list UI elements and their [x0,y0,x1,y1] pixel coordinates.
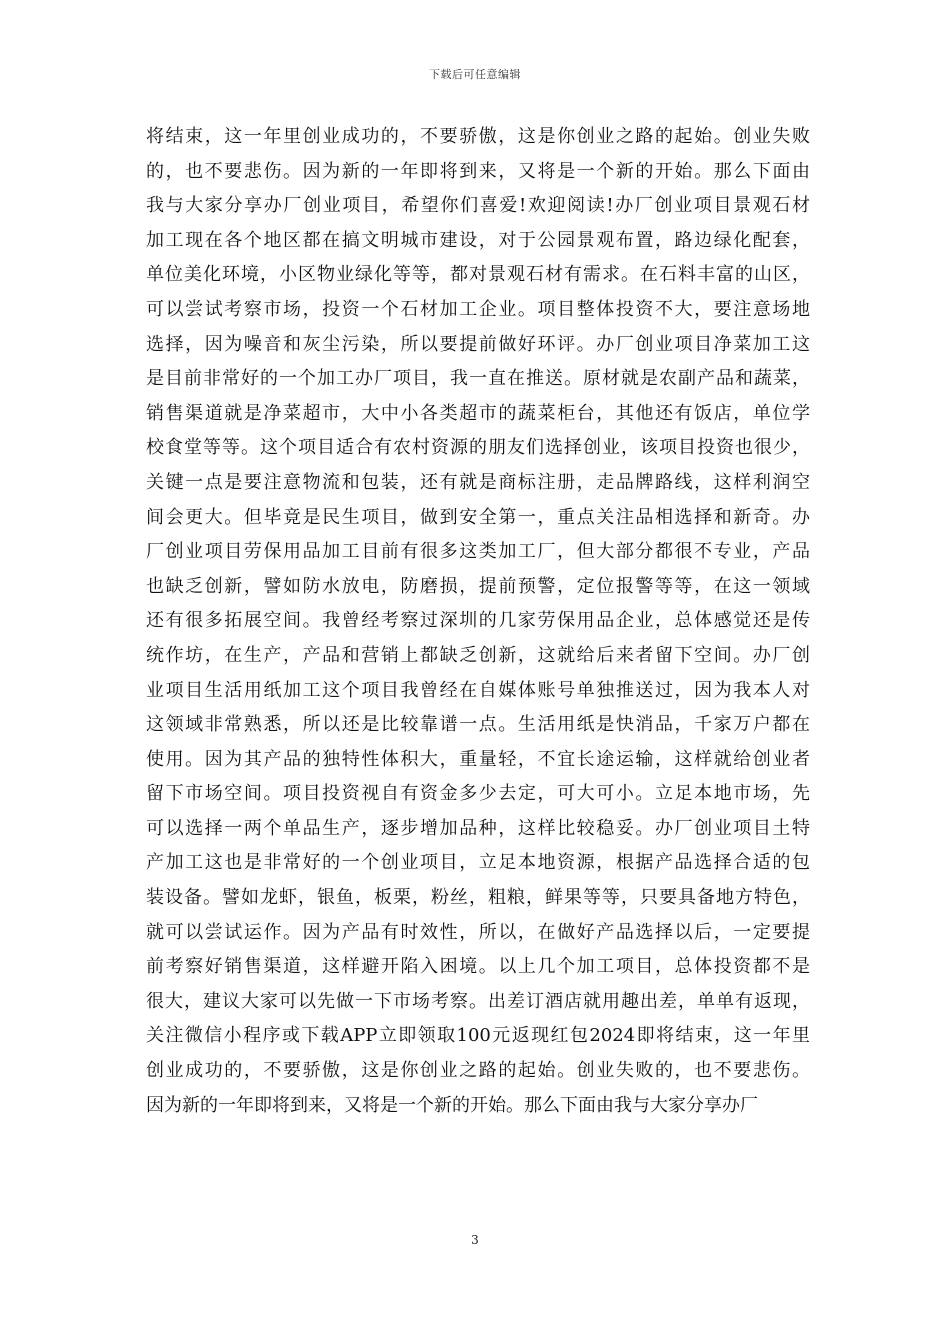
body-line: 是目前非常好的一个加工办厂项目，我一直在推送。原材就是农副产品和蔬菜， [146,368,810,390]
body-line: 关键一点是要注意物流和包装，还有就是商标注册，走品牌路线，这样利润空 [146,471,810,493]
body-line: 使用。因为其产品的独特性体积大，重量轻，不宜长途运输，这样就给创业者 [146,748,810,770]
body-text [146,120,810,1123]
body-line: 也缺乏创新，譬如防水放电，防磨损，提前预警，定位报警等等，在这一领域 [146,575,810,597]
body-line: 我与大家分享办厂创业项目，希望你们喜爱!欢迎阅读!办厂创业项目景观石材 [146,195,810,217]
body-line: 前考察好销售渠道，这样避开陷入困境。以上几个加工项目，总体投资都不是 [146,956,810,978]
body-line: 将结束，这一年里创业成功的，不要骄傲，这是你创业之路的起始。创业失败 [146,126,810,147]
body-line: 单位美化环境，小区物业绿化等等，都对景观石材有需求。在石料丰富的山区， [146,264,810,286]
body-line: 创业成功的，不要骄傲，这是你创业之路的起始。创业失败的，也不要悲伤。 [146,1060,810,1082]
body-line: 很大，建议大家可以先做一下市场考察。出差订酒店就用趣出差，单单有返现， [146,990,810,1012]
body-line: 因为新的一年即将到来，又将是一个新的开始。那么下面由我与大家分享办厂 [146,1094,758,1116]
body-line: 统作坊，在生产，产品和营销上都缺乏创新，这就给后来者留下空间。办厂创 [146,644,810,666]
body-line: 就可以尝试运作。因为产品有时效性，所以，在做好产品选择以后，一定要提 [146,921,810,943]
body-line: 可以选择一两个单品生产，逐步增加品种，这样比较稳妥。办厂创业项目土特 [146,817,810,839]
body-line: 产加工这也是非常好的一个创业项目，立足本地资源，根据产品选择合适的包 [146,852,810,874]
page-header: 下载后可任意编辑 [429,68,521,81]
body-line: 业项目生活用纸加工这个项目我曾经在自媒体账号单独推送过，因为我本人对 [146,679,810,701]
body-line: 关注微信小程序或下载APP立即领取100元返现红包2024即将结束，这一年里 [146,1025,810,1047]
body-line: 可以尝试考察市场，投资一个石材加工企业。项目整体投资不大，要注意场地 [146,298,810,320]
body-line: 留下市场空间。项目投资视自有资金多少去定，可大可小。立足本地市场，先 [146,783,810,805]
body-line: 加工现在各个地区都在搞文明城市建设，对于公园景观布置，路边绿化配套， [146,229,810,251]
body-line: 还有很多拓展空间。我曾经考察过深圳的几家劳保用品企业，总体感觉还是传 [146,610,810,632]
body-line: 装设备。譬如龙虾，银鱼，板栗，粉丝，粗粮，鲜果等等，只要具备地方特色， [146,887,810,909]
body-line: 校食堂等等。这个项目适合有农村资源的朋友们选择创业，该项目投资也很少， [146,437,810,459]
body-line: 厂创业项目劳保用品加工目前有很多这类加工厂，但大部分都很不专业，产品 [146,541,810,563]
page-number: 3 [471,1233,479,1247]
body-line: 的，也不要悲伤。因为新的一年即将到来，又将是一个新的开始。那么下面由 [146,160,810,182]
body-line: 选择，因为噪音和灰尘污染，所以要提前做好环评。办厂创业项目净菜加工这 [146,333,810,355]
body-line: 这领域非常熟悉，所以还是比较靠谱一点。生活用纸是快消品，千家万户都在 [146,714,810,736]
body-line: 间会更大。但毕竟是民生项目，做到安全第一，重点关注品相选择和新奇。办 [146,506,810,528]
body-line: 销售渠道就是净菜超市，大中小各类超市的蔬菜柜台，其他还有饭店，单位学 [146,402,810,424]
